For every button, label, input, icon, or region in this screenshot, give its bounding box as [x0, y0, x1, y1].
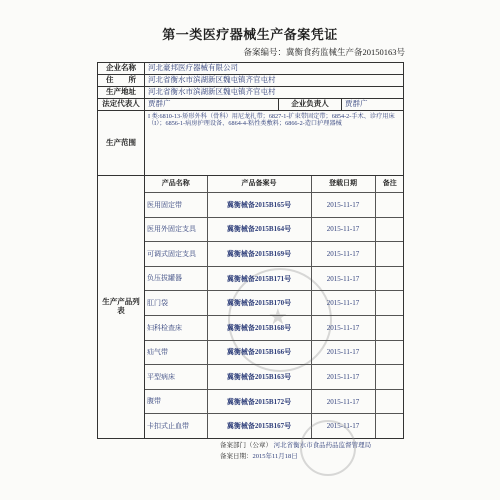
product-date: 2015-11-17 — [311, 414, 375, 438]
product-note — [375, 193, 404, 218]
record-number-value: 冀衡食药监械生产备20150163号 — [285, 47, 405, 57]
product-note — [375, 365, 404, 390]
company-head-label: 企业负责人 — [279, 99, 342, 111]
header-note: 备注 — [375, 176, 404, 193]
product-number: 冀衡械备2015B164号 — [207, 217, 311, 242]
company-name-value: 河北豪邦医疗器械有限公司 — [145, 63, 404, 75]
product-number: 冀衡械备2015B163号 — [207, 365, 311, 390]
company-head-value: 贾群广 — [342, 99, 404, 111]
product-number: 冀衡械备2015B171号 — [207, 266, 311, 291]
product-row — [145, 291, 404, 316]
product-date: 2015-11-17 — [311, 315, 375, 340]
record-department-value: 河北省衡水市食品药品监督管理局 — [273, 442, 372, 449]
legal-representative-value: 贾群广 — [145, 99, 279, 111]
product-row — [145, 242, 404, 267]
product-number: 冀衡械备2015B172号 — [207, 389, 311, 414]
header-product-number: 产品备案号 — [207, 176, 311, 193]
product-name: 平型病床 — [145, 365, 207, 390]
product-number: 冀衡械备2015B169号 — [207, 242, 311, 267]
product-number: 冀衡械备2015B166号 — [207, 340, 311, 365]
record-date-value: 2015年11月18日 — [252, 453, 298, 460]
product-note — [375, 217, 404, 242]
product-date: 2015-11-17 — [311, 340, 375, 365]
product-note — [375, 389, 404, 414]
product-note — [375, 266, 404, 291]
product-name: 肛门袋 — [145, 291, 207, 316]
product-name: 医用外固定支具 — [145, 217, 207, 242]
record-date-label: 备案日期： — [220, 453, 253, 460]
product-row — [145, 414, 404, 438]
company-name-label: 企业名称 — [98, 63, 145, 75]
record-date — [220, 451, 298, 460]
product-number: 冀衡械备2015B167号 — [207, 414, 311, 438]
document-title: 第一类医疗器械生产备案凭证 — [162, 27, 338, 42]
product-name: 卡扣式止血带 — [145, 414, 207, 438]
certificate-table — [97, 62, 404, 439]
product-number: 冀衡械备2015B168号 — [207, 315, 311, 340]
product-note — [375, 315, 404, 340]
record-number-label: 备案编号： — [243, 47, 286, 57]
product-name: 妇科检查床 — [145, 315, 207, 340]
product-name: 腹带 — [145, 389, 207, 414]
product-list-label: 生产产品列表 — [98, 176, 145, 439]
product-date: 2015-11-17 — [311, 242, 375, 267]
product-list-cell — [145, 176, 404, 439]
product-number: 冀衡械备2015B170号 — [207, 291, 311, 316]
production-address-label: 生产地址 — [98, 87, 145, 99]
product-row — [145, 315, 404, 340]
product-table — [145, 176, 404, 438]
product-row — [145, 340, 404, 365]
product-date: 2015-11-17 — [311, 389, 375, 414]
product-date: 2015-11-17 — [311, 365, 375, 390]
production-address-value: 河北省衡水市滨湖新区魏屯镇齐官屯村 — [145, 87, 404, 99]
product-note — [375, 242, 404, 267]
product-row — [145, 389, 404, 414]
product-number: 冀衡械备2015B165号 — [207, 193, 311, 218]
scope-label: 生产范围 — [98, 111, 145, 176]
residence-label: 住 所 — [98, 75, 145, 87]
product-note — [375, 291, 404, 316]
residence-value: 河北省衡水市滨湖新区魏屯镇齐官屯村 — [145, 75, 404, 87]
product-date: 2015-11-17 — [311, 291, 375, 316]
header-product-name: 产品名称 — [145, 176, 207, 193]
product-row — [145, 217, 404, 242]
product-note — [375, 340, 404, 365]
product-table-header — [145, 176, 404, 193]
product-name: 医用固定带 — [145, 193, 207, 218]
product-row — [145, 266, 404, 291]
product-note — [375, 414, 404, 438]
product-name: 可调式固定支具 — [145, 242, 207, 267]
product-date: 2015-11-17 — [311, 193, 375, 218]
product-row — [145, 193, 404, 218]
record-number — [243, 46, 405, 58]
scope-text: I 类:6810-13-矫形外科（骨科）用尼龙扎带；6827-1-扩束带固定带；6854-2-手术、诊疗用床（I）；6856-1-病房护理设备、6864-4-粘性类敷料；6866-2-造口护理器械 — [145, 111, 404, 176]
product-name: 疝气带 — [145, 340, 207, 365]
product-date: 2015-11-17 — [311, 266, 375, 291]
product-date: 2015-11-17 — [311, 217, 375, 242]
product-name: 负压拔罐器 — [145, 266, 207, 291]
header-record-date: 登载日期 — [311, 176, 375, 193]
record-department — [220, 440, 371, 449]
legal-representative-label: 法定代表人 — [98, 99, 145, 111]
record-department-label: 备案部门（公章） — [220, 442, 272, 449]
product-row — [145, 365, 404, 390]
